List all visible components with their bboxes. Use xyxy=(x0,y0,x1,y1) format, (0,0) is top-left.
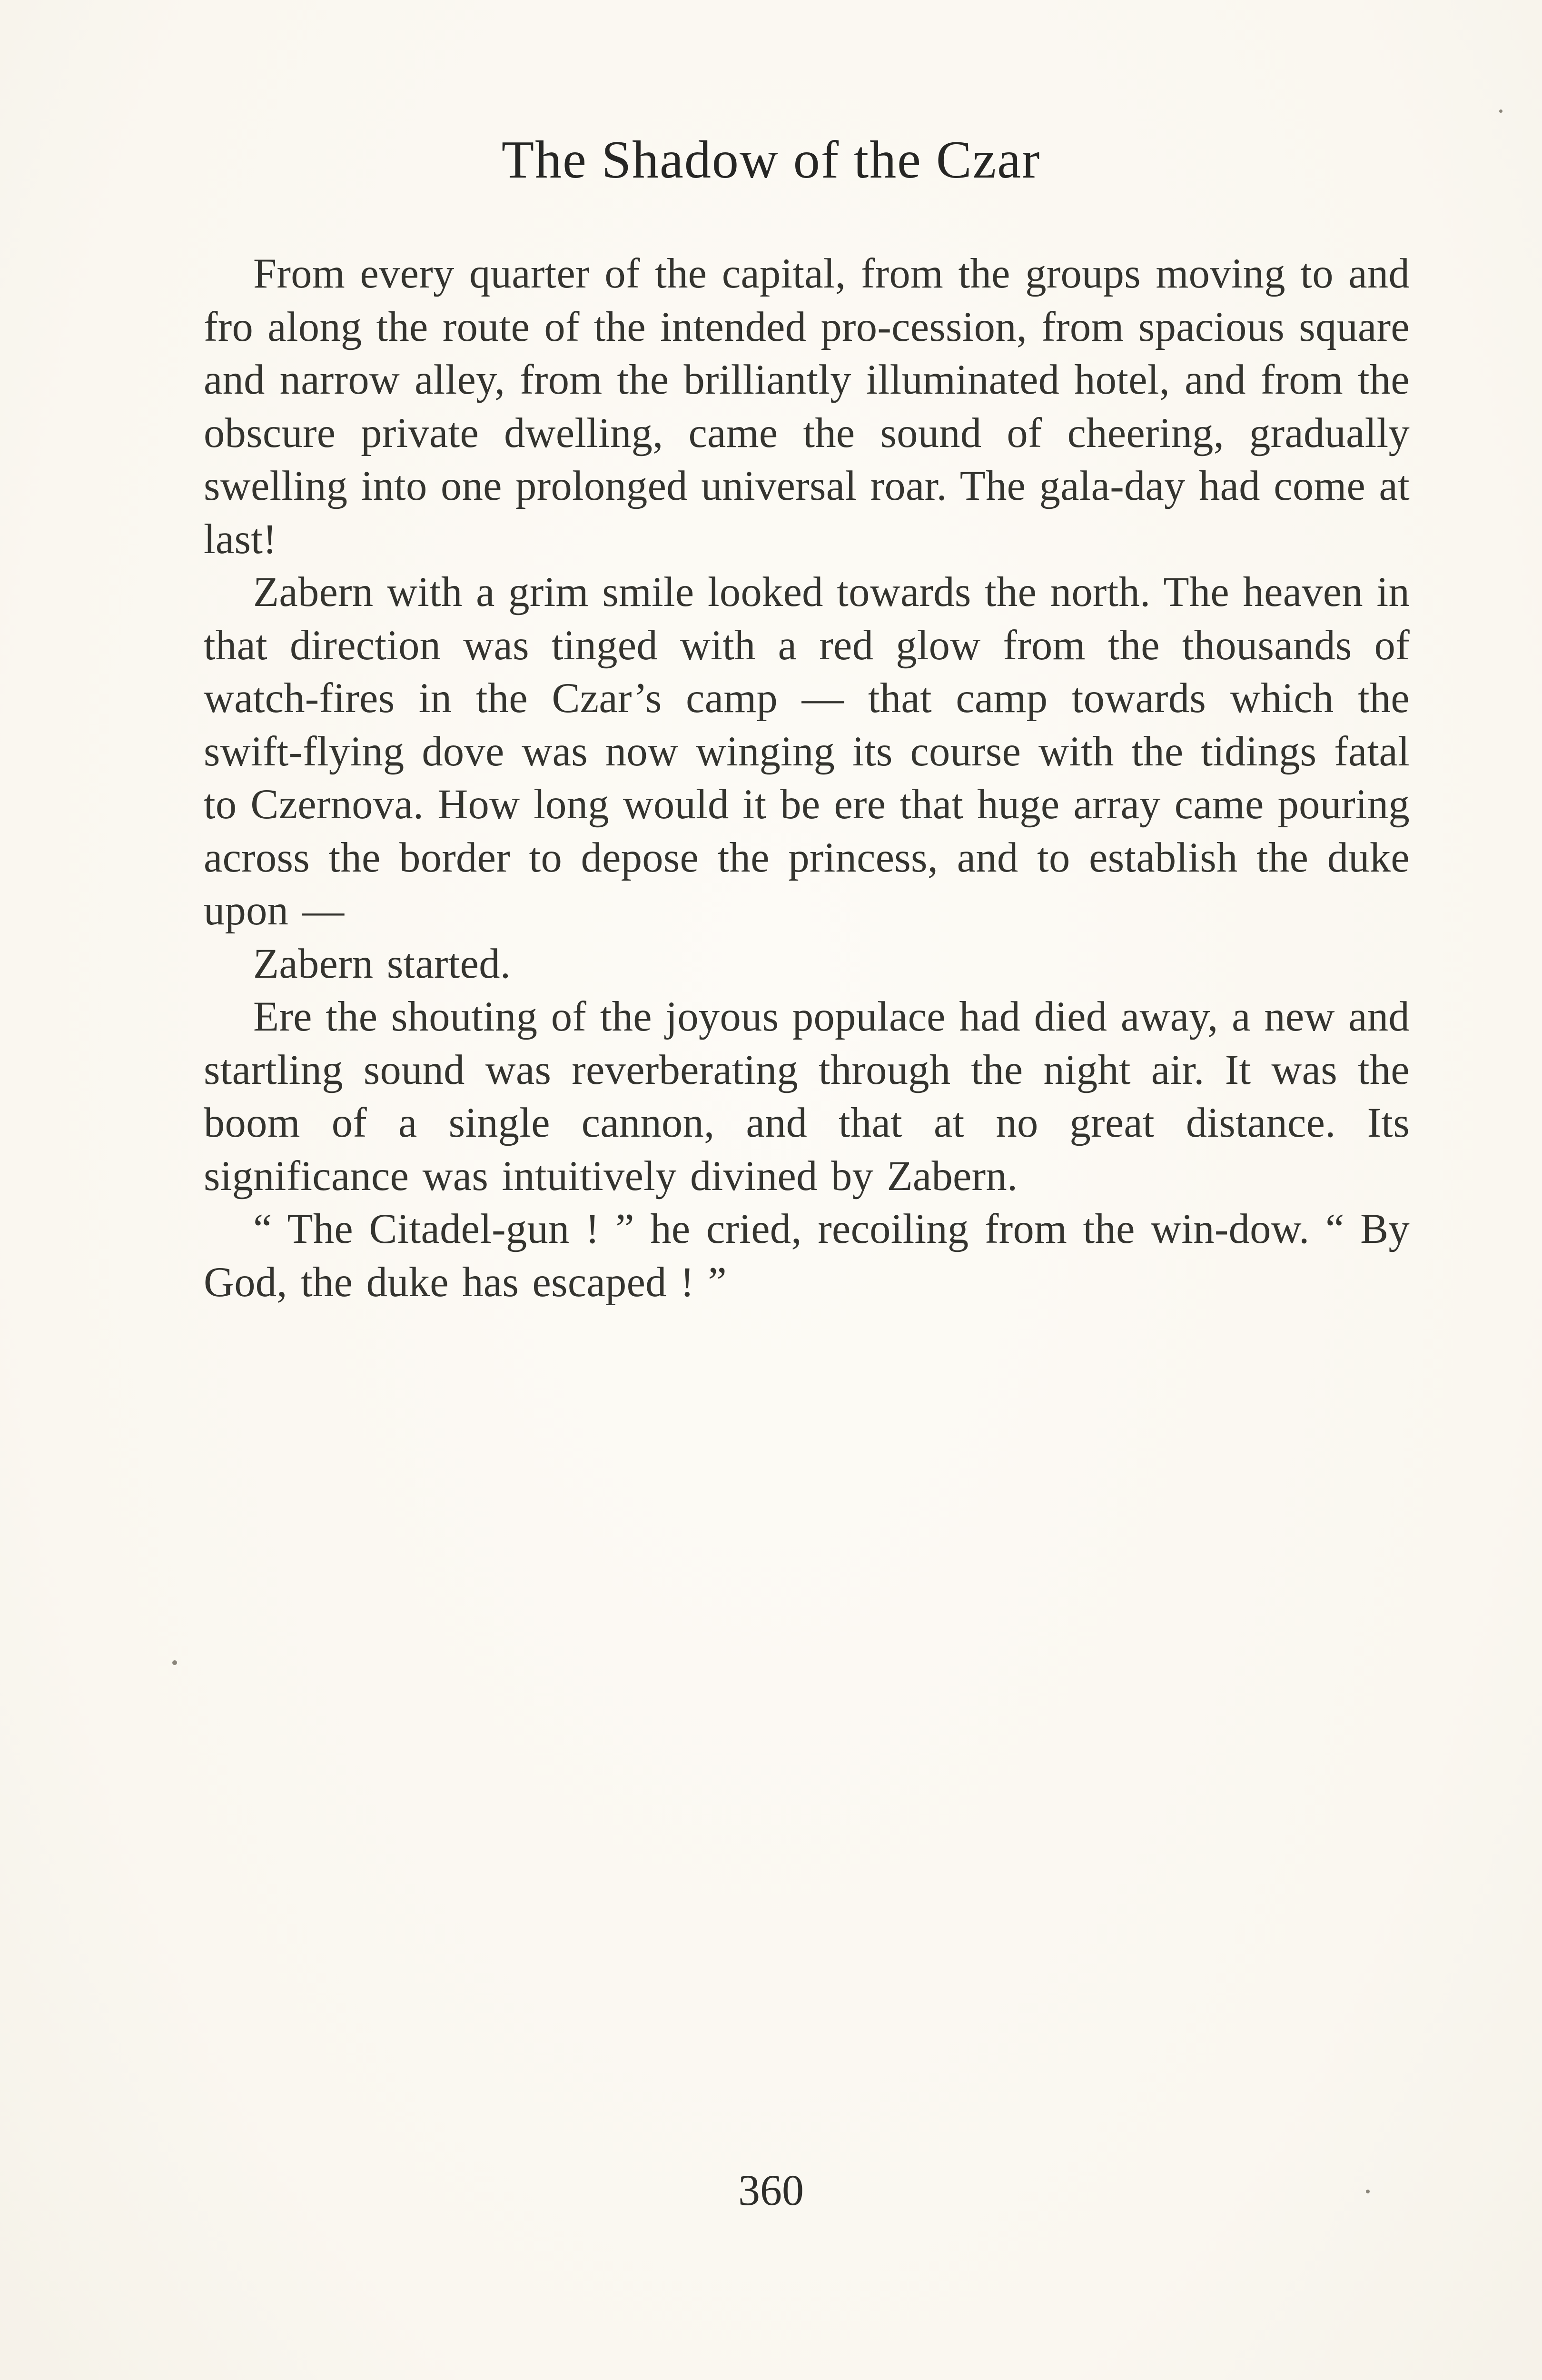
print-speck xyxy=(1499,109,1502,113)
print-speck xyxy=(172,1660,177,1665)
body-text xyxy=(204,248,1410,1309)
paragraph: From every quarter of the capital, from the groups moving to and fro along the route of the intended pro-cession, from spacious square and narrow alley, from the brilliantly illuminated hotel, and from the obscure private dwelling, came the sound of cheering, gradually swelling into one prolonged universal roar. The gala-day had come at last! xyxy=(204,250,1410,563)
paragraph: Ere the shouting of the joyous populace had died away, a new and startling sound was reverberating through the night air. It was the boom of a single cannon, and that at no great distance. Its significance was intuitively divined by Zabern. xyxy=(204,993,1410,1200)
running-head: The Shadow of the Czar xyxy=(501,130,1041,189)
paragraph: Zabern with a grim smile looked towards the north. The heaven in that direction was tinged with a red glow from the thousands of watch-fires in the Czar’s camp — that camp towards which the swift-flying dove was now winging its course with the tidings fatal to Czernova. How long would it be ere that huge array came pouring across the border to depose the princess, and to establish the duke upon — xyxy=(204,569,1410,934)
paragraph: Zabern started. xyxy=(253,940,511,987)
paragraph: “ The Citadel-gun ! ” he cried, recoiling from the win-dow. “ By God, the duke has escaped ! ” xyxy=(204,1206,1410,1306)
page-number: 360 xyxy=(738,2166,804,2214)
print-speck xyxy=(1366,2190,1370,2193)
